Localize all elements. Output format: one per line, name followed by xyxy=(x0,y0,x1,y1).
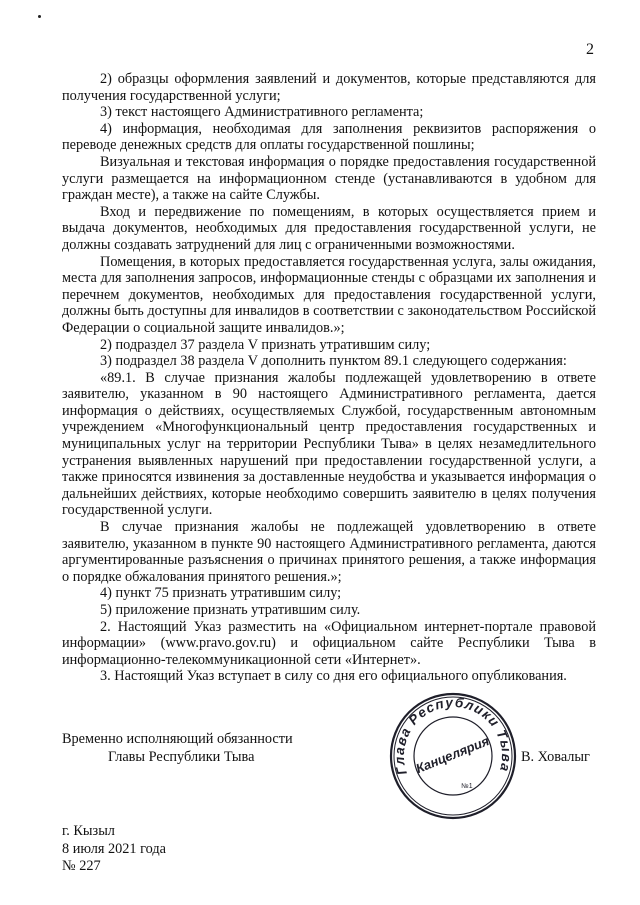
document-number: № 227 xyxy=(62,858,101,874)
paragraph: 3. Настоящий Указ вступает в силу со дня его официального опубликования. xyxy=(100,668,567,685)
seal-number: №1 xyxy=(461,783,473,790)
paragraph: Визуальная и текстовая информация о порядке предоставления государственной услуги размещается на информационном стенде (устанавливаются в удобном для граждан месте), а также на сайте Службы. xyxy=(62,153,596,204)
official-seal-stamp xyxy=(389,692,517,820)
seal-ring-text: Глава Республики Тыва xyxy=(391,694,515,777)
paragraph: 2) подраздел 37 раздела V признать утратившим силу; xyxy=(100,336,431,353)
position-line-1: Временно исполняющий обязанности xyxy=(62,731,293,747)
paragraph: 4) информация, необходимая для заполнения реквизитов распоряжения о переводе денежных средств для оплаты государственной пошлины; xyxy=(62,120,596,154)
signatory-name: В. Ховалыг xyxy=(521,749,590,765)
date: 8 июля 2021 года xyxy=(62,840,167,857)
document-footer xyxy=(62,823,166,876)
signatory-position xyxy=(62,730,293,766)
paragraph: 2. Настоящий Указ разместить на «Официальном интернет-портале правовой информации» (www.pravo.gov.ru) и официальном сайте Республики Тыва в информационно-телекоммуникационной сети «Интернет». xyxy=(62,618,596,668)
paragraph: 3) текст настоящего Административного регламента; xyxy=(100,104,424,121)
paragraph: 4) пункт 75 признать утратившим силу; xyxy=(100,585,342,602)
document-body xyxy=(62,71,596,685)
paragraph: 2) образцы оформления заявлений и документов, которые представляются для получения государственной услуги; xyxy=(62,71,596,104)
city: г. Кызыл xyxy=(62,823,115,839)
paragraph: Вход и передвижение по помещениям, в которых осуществляется прием и выдача документов, необходимых для предоставления государственной услуги, не должны создавать затруднений для лиц с ограниченными возможностями. xyxy=(62,203,596,253)
seal-center-text: Канцелярия xyxy=(413,733,492,777)
paragraph: В случае признания жалобы не подлежащей удовлетворению в ответе заявителю, указанном в пункте 90 настоящего Административного регламента, даются аргументированные разъяснения о причинах принятого решения, а также информация о порядке обжалования принятого решения.»; xyxy=(62,519,596,585)
paragraph: 3) подраздел 38 раздела V дополнить пунктом 89.1 следующего содержания: xyxy=(100,353,567,370)
paragraph: 5) приложение признать утратившим силу. xyxy=(100,602,361,618)
page-number: 2 xyxy=(586,41,594,58)
paragraph: Помещения, в которых предоставляется государственная услуга, залы ожидания, места для заполнения запросов, информационные стенды с образцами их заполнения и перечнем документов, необходимых для предоставления государственной услуги, должны быть доступны для инвалидов в соответствии с законодательством Российской Федерации о социальной защите инвалидов.»; xyxy=(62,253,596,336)
paragraph: «89.1. В случае признания жалобы подлежащей удовлетворению в ответе заявителю, указанном в 90 настоящего Административного регламента, дается информация о действиях, осуществляемых Службой, государственным автономным учреждением «Многофункциональный центр предоставления государственных и муниципальных услуг на территории Республики Тыва» в целях незамедлительного устранения выявленных нарушений при предоставлении государственной услуги, а также приносятся извинения за доставленные неудобства и указывается информация о дальнейших действиях, которые необходимо совершить заявителю в целях получения государственной услуги. xyxy=(62,369,596,519)
scan-speck xyxy=(38,15,41,18)
position-line-2: Главы Республики Тыва xyxy=(108,749,255,765)
